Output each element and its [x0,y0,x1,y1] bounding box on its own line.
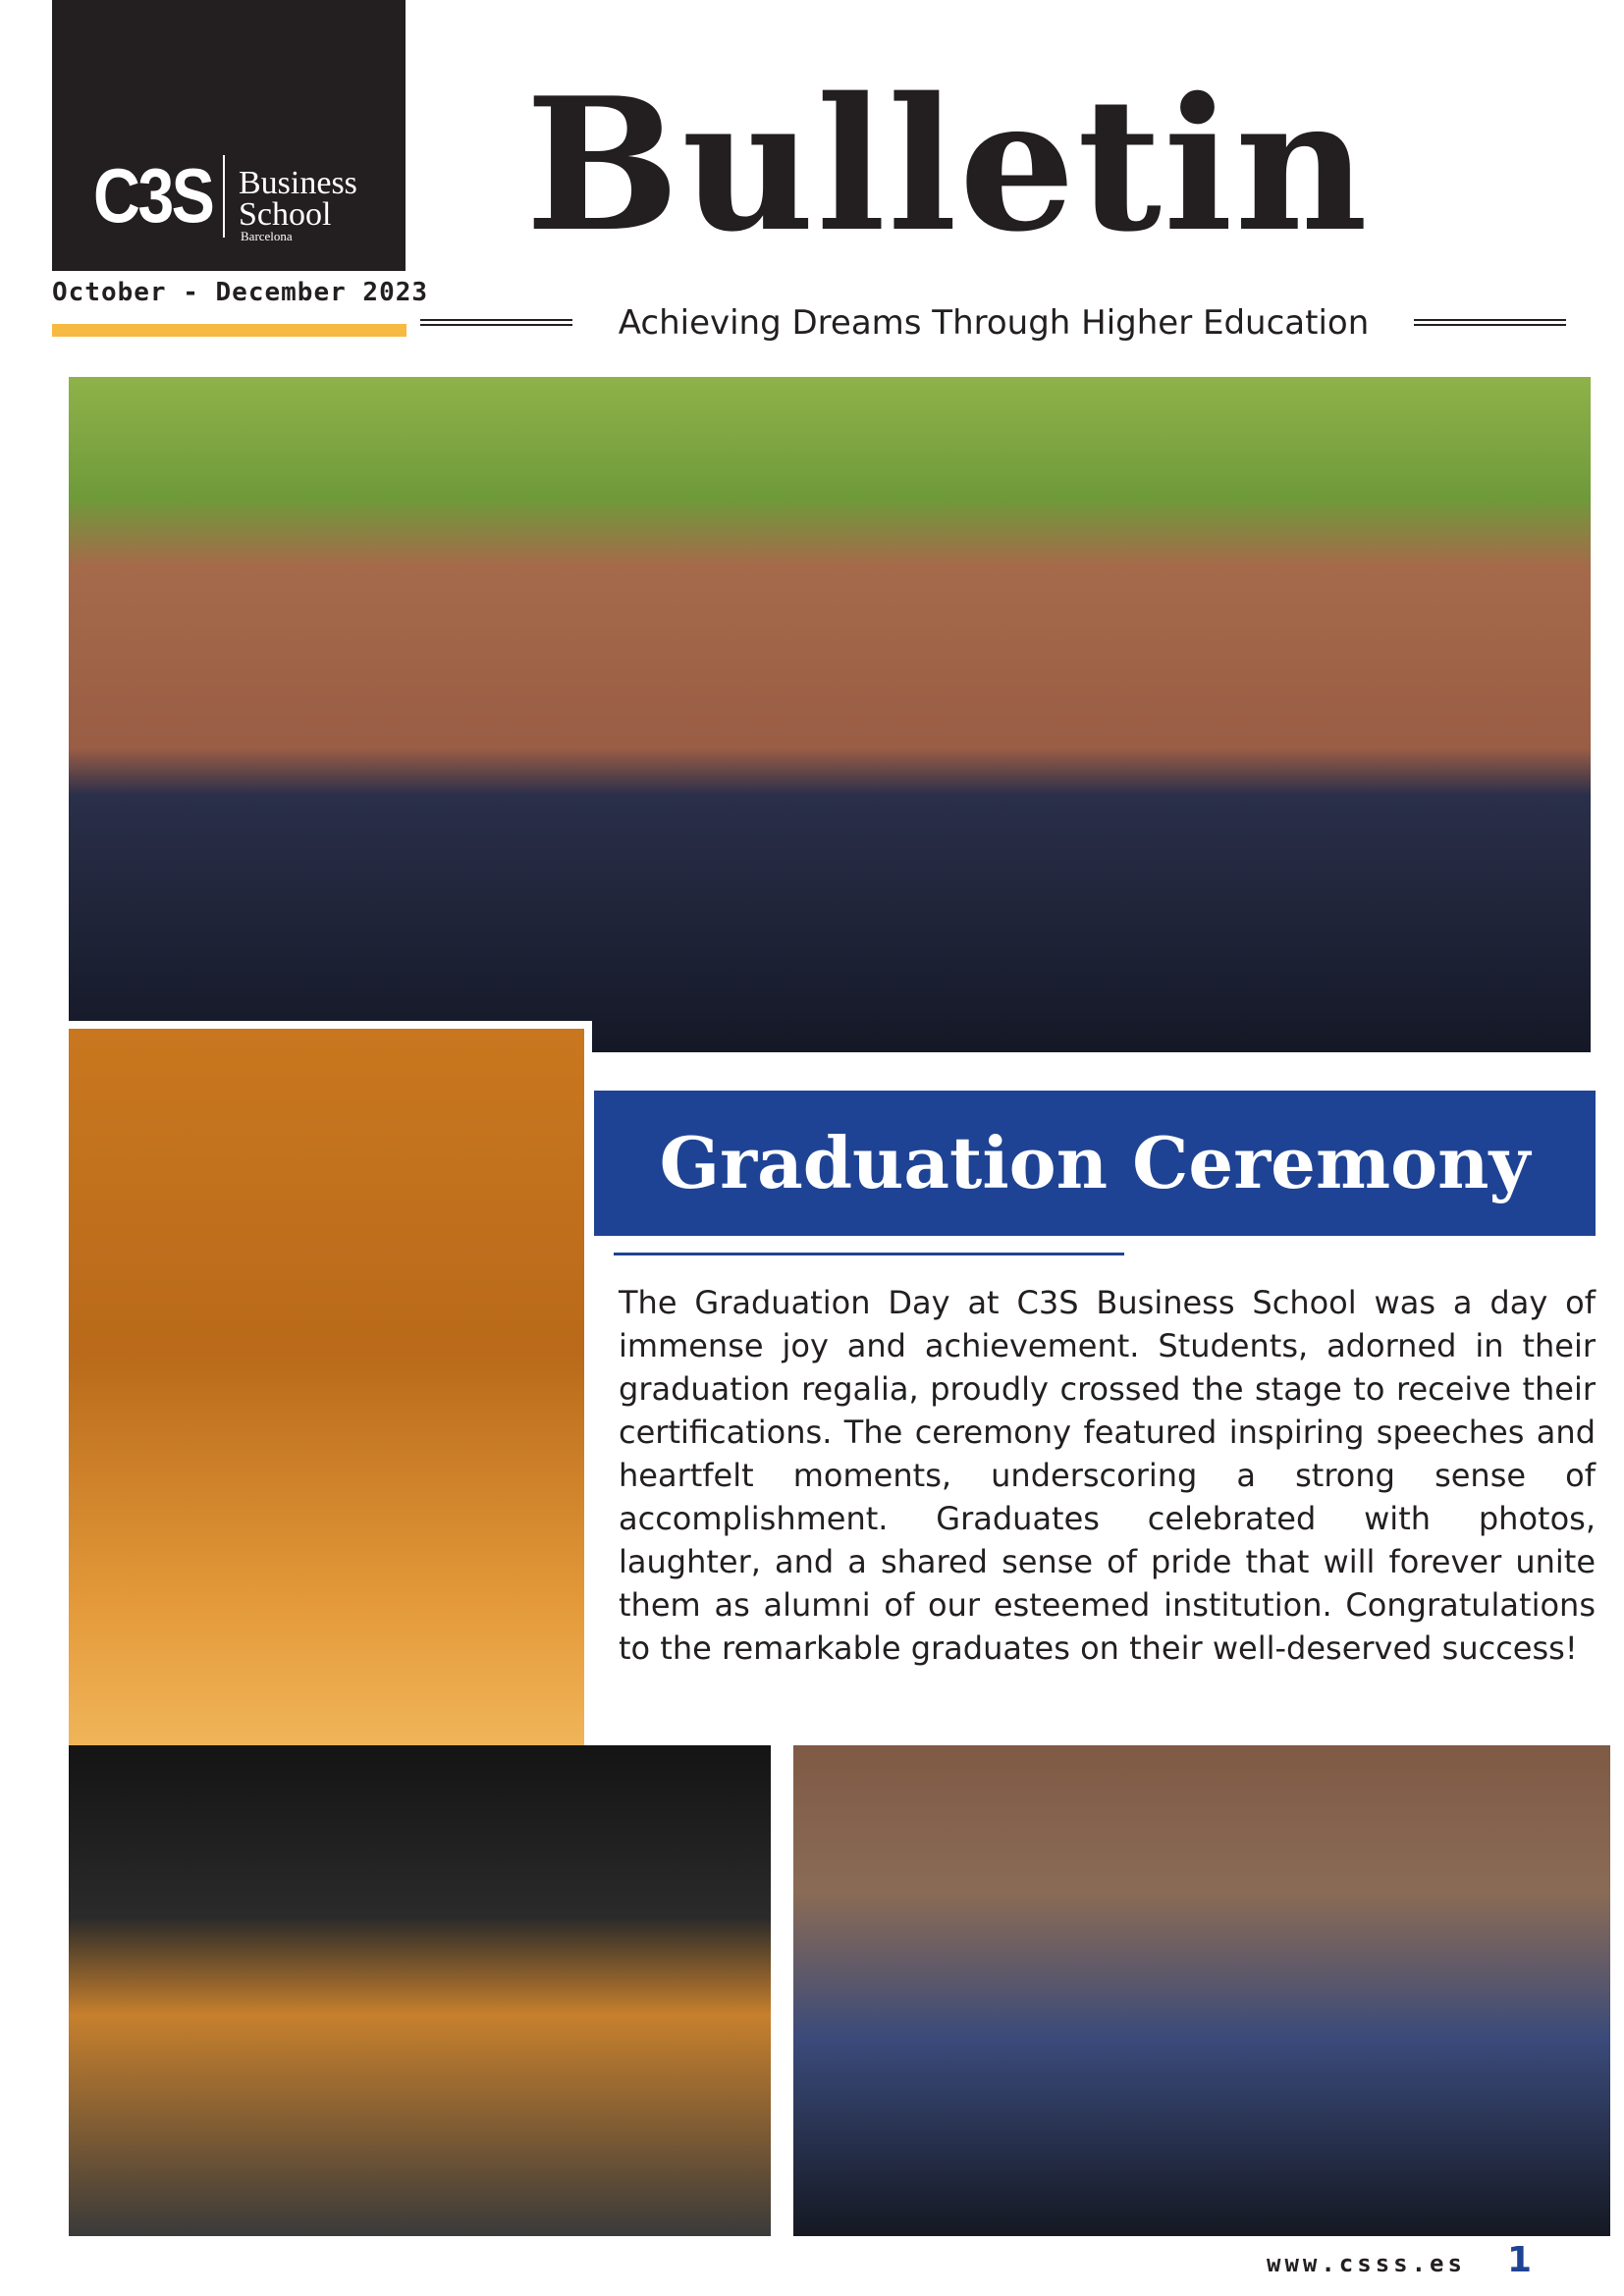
logo-block [52,0,406,271]
speaker-at-podium-photo [69,1021,592,1750]
logo-divider [223,155,225,238]
date-range: October - December 2023 [52,278,429,307]
date-underline-bar [52,324,406,337]
ceremony-body-text: The Graduation Day at C3S Business School was a day of immense joy and achievement. Students, adorned in their graduation regalia, proudly crossed the stage to receive their certifications. The ceremony featured inspiring speeches and heartfelt moments, underscoring a strong sense of accomplishment. Graduates celebrated with photos, laughter, and a shared sense of pride that will forever unite them as alumni of our esteemed institution. Congratulations to the remarkable graduates on their well-deserved success! [619,1284,1596,1667]
graduates-cap-toss-photo [69,377,1591,1052]
logo-city: Barcelona [241,229,293,243]
bulletin-title: Bulletin [525,57,1370,272]
website-link[interactable]: www.csss.es [1267,2250,1466,2277]
logo-line-school: School [239,196,332,233]
ceremony-title-underline [614,1253,1124,1255]
logo-mark: C3S [93,152,213,239]
group-graduates-photo [793,1745,1610,2236]
ceremony-title: Graduation Ceremony [659,1121,1531,1204]
page-number: 1 [1507,2240,1533,2280]
certificate-award-photo [69,1745,771,2236]
logo-line-business: Business [239,165,357,201]
tagline: Achieving Dreams Through Higher Education [618,303,1370,343]
tagline-rule-right [1414,319,1566,326]
tagline-rule-left [420,319,572,326]
